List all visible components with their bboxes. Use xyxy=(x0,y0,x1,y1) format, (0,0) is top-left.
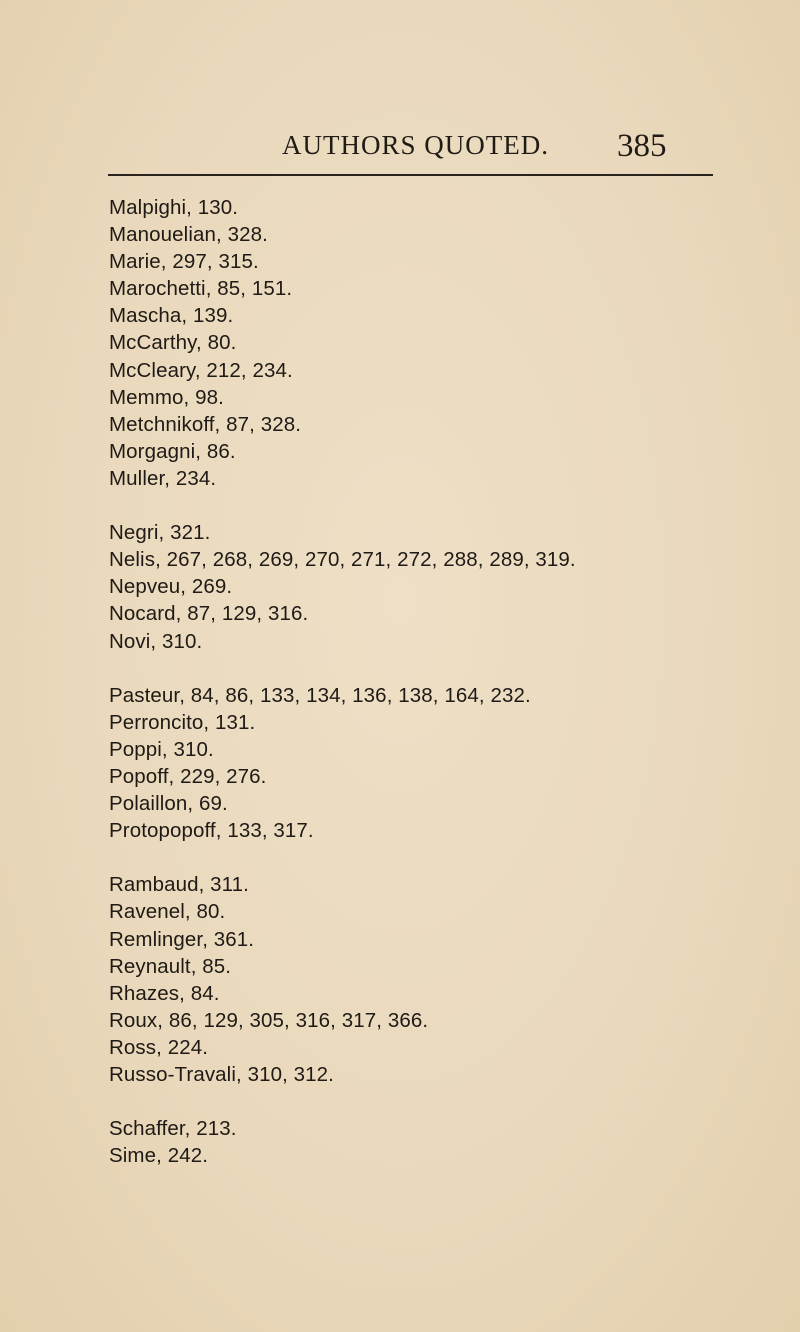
header-rule xyxy=(108,174,713,176)
index-entry: Rhazes, 84. xyxy=(109,981,220,1005)
index-entry: Popoff, 229, 276. xyxy=(109,764,267,788)
index-group-p xyxy=(109,682,769,845)
index-entry: Ross, 224. xyxy=(109,1035,208,1059)
index-entry: Polaillon, 69. xyxy=(109,792,228,816)
index-group-r xyxy=(109,871,769,1088)
group-spacer xyxy=(109,492,769,519)
index-entry: Protopopoff, 133, 317. xyxy=(109,819,314,843)
index-entry: Morgagni, 86. xyxy=(109,439,236,463)
index-entry: Reynault, 85. xyxy=(109,954,232,978)
index-group-m xyxy=(109,194,769,492)
index-entry: Marochetti, 85, 151. xyxy=(109,277,293,301)
index-entry: Metchnikoff, 87, 328. xyxy=(109,412,302,436)
page-number: 385 xyxy=(617,128,667,164)
index-entry: Muller, 234. xyxy=(109,466,217,490)
index-entry: McCarthy, 80. xyxy=(109,331,237,355)
index-entry: Pasteur, 84, 86, 133, 134, 136, 138, 164, 232. xyxy=(109,683,531,707)
index-entry: Perroncito, 131. xyxy=(109,710,256,734)
group-spacer xyxy=(109,844,769,871)
index-entry: Russo-Travali, 310, 312. xyxy=(109,1063,334,1086)
index-entry: Remlinger, 361. xyxy=(109,927,255,951)
index-entry: Poppi, 310. xyxy=(109,737,214,761)
index-entry: Roux, 86, 129, 305, 316, 317, 366. xyxy=(109,1008,429,1032)
index-group-s xyxy=(109,1115,769,1169)
index-entry: Mascha, 139. xyxy=(109,304,234,328)
index-entry: Ravenel, 80. xyxy=(109,900,226,924)
group-spacer xyxy=(109,655,769,682)
index-entry: Novi, 310. xyxy=(109,629,203,653)
index-entry: Malpighi, 130. xyxy=(109,196,239,219)
index-entry: Nelis, 267, 268, 269, 270, 271, 272, 288, 289, 319. xyxy=(109,548,576,572)
index-entry: Schaffer, 213. xyxy=(109,1117,237,1141)
index-entry: Rambaud, 311. xyxy=(109,873,249,897)
index-entry: Nepveu, 269. xyxy=(109,575,233,599)
index-entry: Manouelian, 328. xyxy=(109,223,268,247)
index-entry: Negri, 321. xyxy=(109,521,211,545)
index-entry: Nocard, 87, 129, 316. xyxy=(109,602,309,626)
index-entry: Marie, 297, 315. xyxy=(109,250,259,274)
index-entry: Sime, 242. xyxy=(109,1144,208,1168)
index-group-n xyxy=(109,519,769,654)
index-entry: McCleary, 212, 234. xyxy=(109,358,293,382)
group-spacer xyxy=(109,1088,769,1115)
index-entry: Memmo, 98. xyxy=(109,385,224,409)
author-index xyxy=(109,194,769,1169)
running-head xyxy=(200,126,705,176)
running-title: AUTHORS QUOTED. xyxy=(282,130,549,160)
